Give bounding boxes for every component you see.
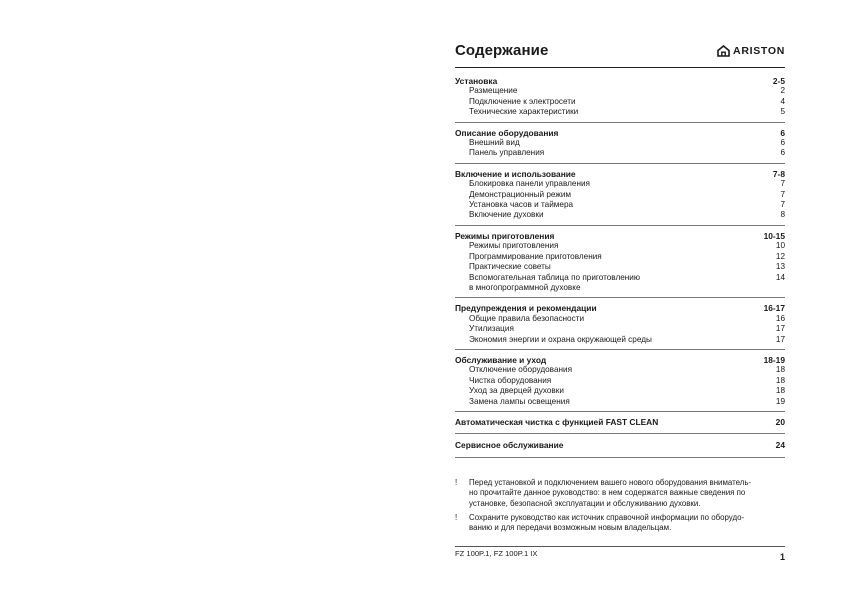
- toc-item-page: 8: [780, 210, 785, 220]
- toc-item-page: 18: [775, 365, 785, 375]
- toc-item-label: Режимы приготовления: [469, 241, 559, 251]
- table-of-contents: [455, 76, 785, 458]
- toc-item-page: 18: [775, 375, 785, 385]
- toc-item: [455, 335, 785, 345]
- toc-item-label: Установка часов и таймера: [469, 200, 574, 210]
- toc-item-page: 6: [780, 148, 785, 158]
- toc-item-label: Подключение к электросети: [469, 96, 576, 106]
- toc-heading: [455, 355, 785, 365]
- toc-heading: [455, 169, 785, 179]
- toc-item-page: 14: [775, 272, 785, 282]
- toc-item-label: Вспомогательная таблица по приготовлению: [469, 272, 641, 282]
- toc-item-page: 2: [780, 86, 785, 96]
- toc-item-label: Отключение оборудования: [469, 365, 573, 375]
- note-line: Перед установкой и подключением вашего нового оборудования вниматель-: [469, 477, 752, 487]
- note-text: [469, 478, 785, 509]
- toc-item-label: Программирование приготовления: [469, 251, 602, 261]
- toc-item-page: 17: [775, 334, 785, 344]
- toc-heading-pages: 6: [780, 127, 785, 138]
- toc-item: [455, 107, 785, 117]
- notes: [455, 478, 785, 534]
- toc-item-label: Замена лампы освещения: [469, 396, 570, 406]
- toc-heading-title: Сервисное обслуживание: [455, 440, 564, 451]
- toc-item-page: 10: [775, 241, 785, 251]
- toc-section: [455, 440, 785, 457]
- toc-item-label: Уход за дверцей духовки: [469, 386, 564, 396]
- note-text: [469, 513, 785, 534]
- note-mark: !: [455, 477, 458, 487]
- toc-item: [455, 365, 785, 375]
- toc-item: [455, 252, 785, 262]
- toc-item-page: 16: [775, 313, 785, 323]
- toc-item-page: 7: [780, 179, 785, 189]
- toc-item-label: Панель управления: [469, 148, 545, 158]
- toc-heading-pages: 7-8: [772, 168, 785, 179]
- toc-section: [455, 303, 785, 350]
- toc-item-label: в многопрограммной духовке: [469, 282, 581, 292]
- toc-heading-pages: 18-19: [763, 354, 785, 365]
- toc-heading-title: Обслуживание и уход: [455, 354, 547, 365]
- toc-item: [455, 86, 785, 96]
- note-mark: !: [455, 513, 458, 522]
- toc-heading-title: Включение и использование: [455, 168, 576, 179]
- toc-item: [455, 262, 785, 272]
- toc-item: [455, 314, 785, 324]
- page-footer: [455, 546, 785, 562]
- toc-item-page: 12: [775, 251, 785, 261]
- toc-item-label: Демонстрационный режим: [469, 189, 572, 199]
- toc-item: [455, 386, 785, 396]
- toc-item-page: 6: [780, 138, 785, 148]
- toc-section: [455, 231, 785, 298]
- toc-item-label: Размещение: [469, 86, 518, 96]
- toc-item: [455, 324, 785, 334]
- toc-item-label: Чистка оборудования: [469, 375, 552, 385]
- toc-heading-pages: 10-15: [763, 230, 785, 241]
- toc-heading: [455, 128, 785, 138]
- toc-item: [455, 179, 785, 189]
- toc-item-page: 13: [775, 262, 785, 272]
- toc-item: [455, 241, 785, 251]
- toc-item: [455, 138, 785, 148]
- toc-heading: [455, 76, 785, 86]
- toc-section: [455, 169, 785, 226]
- note-line: но прочитайте данное руководство: в нем содержатся важные сведения по: [469, 488, 746, 498]
- toc-item: [455, 397, 785, 407]
- toc-item: [455, 376, 785, 386]
- toc-item: [455, 148, 785, 158]
- toc-item-label: Экономия энергии и охрана окружающей среды: [469, 334, 652, 344]
- toc-heading-pages: 24: [775, 440, 785, 451]
- toc-section: [455, 417, 785, 434]
- house-logo-icon: [717, 45, 730, 57]
- toc-heading: [455, 417, 785, 427]
- toc-item-page: 18: [775, 386, 785, 396]
- toc-item: [455, 273, 785, 283]
- toc-item-label: Утилизация: [469, 324, 514, 334]
- toc-item-page: 19: [775, 396, 785, 406]
- page-title: Содержание: [455, 42, 549, 59]
- toc-heading: [455, 303, 785, 313]
- toc-heading-title: Автоматическая чистка с функцией FAST CLEAN: [455, 416, 659, 427]
- toc-section: [455, 355, 785, 412]
- toc-item-page: 7: [780, 200, 785, 210]
- toc-section: [455, 128, 785, 164]
- toc-item: [455, 97, 785, 107]
- brand-logo: [717, 45, 785, 57]
- note: [455, 513, 785, 534]
- toc-item-page: 17: [775, 324, 785, 334]
- toc-item-label: Технические характеристики: [469, 107, 579, 117]
- toc-item: [455, 283, 785, 293]
- toc-item-label: Внешний вид: [469, 138, 520, 148]
- toc-section: [455, 76, 785, 123]
- toc-heading-pages: 16-17: [763, 303, 785, 314]
- toc-heading: [455, 231, 785, 241]
- toc-heading-title: Предупреждения и рекомендации: [455, 303, 597, 314]
- note-line: установке, безопасной эксплуатации и обслуживанию духовки.: [469, 498, 701, 508]
- page-header: [455, 42, 785, 68]
- note: [455, 478, 785, 509]
- toc-heading-title: Установка: [455, 76, 498, 86]
- model-number: FZ 100P.1, FZ 100P.1 IX: [455, 549, 538, 558]
- toc-heading: [455, 440, 785, 450]
- toc-item-page: 5: [780, 107, 785, 117]
- toc-item: [455, 210, 785, 220]
- page-number: 1: [779, 552, 785, 562]
- toc-item-label: Практические советы: [469, 262, 551, 272]
- toc-item-label: Блокировка панели управления: [469, 179, 590, 189]
- note-line: Сохраните руководство как источник справочной информации по оборудо-: [469, 513, 745, 522]
- toc-item-page: 4: [780, 96, 785, 106]
- toc-heading-title: Режимы приготовления: [455, 230, 555, 241]
- toc-heading-pages: 20: [775, 416, 785, 427]
- note-line: ванию и для передачи возможным новым владельцам.: [469, 523, 672, 533]
- toc-heading-pages: 2-5: [772, 76, 785, 86]
- manual-page: [455, 42, 785, 538]
- brand-name: ARISTON: [733, 45, 785, 57]
- toc-item: [455, 190, 785, 200]
- toc-item-label: Общие правила безопасности: [469, 313, 585, 323]
- toc-heading-title: Описание оборудования: [455, 127, 559, 138]
- toc-item-page: 7: [780, 189, 785, 199]
- toc-item: [455, 200, 785, 210]
- toc-item-label: Включение духовки: [469, 210, 544, 220]
